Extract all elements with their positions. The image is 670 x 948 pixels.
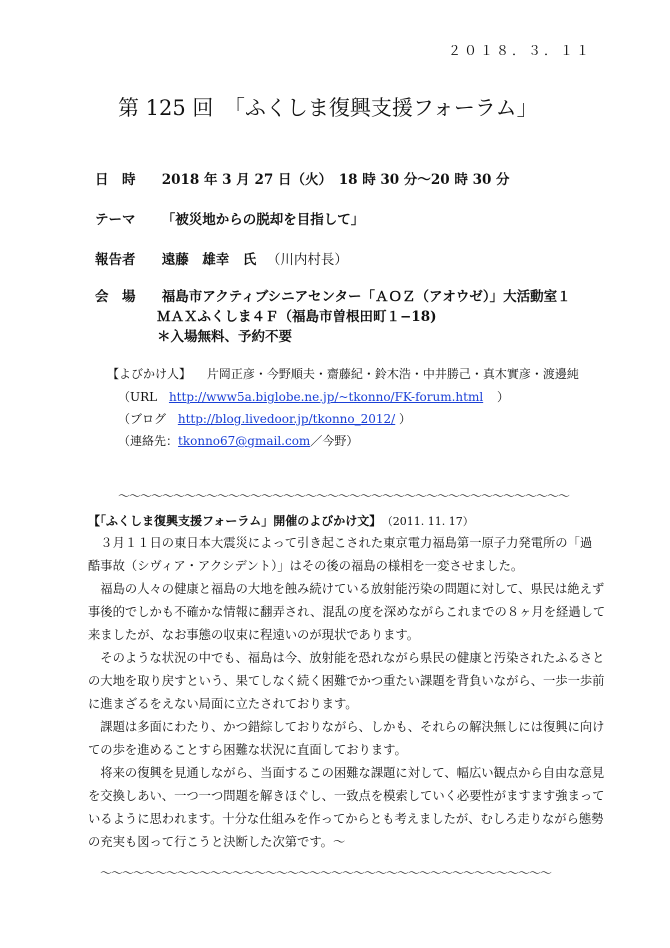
blog-link[interactable]: http://blog.livedoor.jp/tkonno_2012/ [177, 412, 396, 426]
appeal-line: 来ましたが、なお事態の収束に程遠いのが現状であります。 [88, 628, 420, 642]
appeal-line: いるように思われます。十分な仕組みを作ってからとも考えましたが、むしろ走りながら態勢 [88, 812, 604, 826]
venue-label: 会 場 [95, 289, 136, 305]
callers-row [107, 365, 579, 382]
document-date: ２０１８．３．１１ [447, 44, 592, 59]
appeal-line: 事後的でしかも不確かな情報に翻弄され、混乱の度を深めながらこれまでの８ヶ月を経過して [88, 605, 606, 619]
speaker-affiliation: （川内村長） [266, 252, 348, 268]
venue-line-2: ＭＡＸふくしま４Ｆ（福島市曽根田町１−18) [157, 309, 437, 325]
appeal-heading-text: 【「ふくしま復興支援フォーラム」開催のよびかけ文】 [88, 514, 382, 528]
datetime-value: 2018 年 3 月 27 日（火） 18 時 30 分～20 時 30 分 [161, 172, 510, 188]
theme-value: 「被災地からの脱却を目指して」 [161, 212, 365, 228]
wave-divider-top: ～～～～～～～～～～～～～～～～～～～～～～～～～～～～～～～～～～～～～～～～～ [118, 489, 570, 503]
forum-url-link[interactable]: http://www5a.biglobe.ne.jp/~tkonno/FK-forum.html [168, 390, 484, 404]
appeal-line: そのような状況の中でも、福島は今、放射能を恐れながら県民の健康と汚染されたふるさと [88, 651, 605, 665]
speaker-label: 報告者 [95, 252, 136, 268]
appeal-heading-date: （2011. 11. 17） [387, 515, 474, 528]
speaker-name: 遠藤 雄幸 氏 [161, 252, 257, 268]
appeal-line: 将来の復興を見通しながら、当面するこの困難な課題に対して、幅広い観点から自由な意見 [88, 766, 605, 780]
venue-line-1: 福島市アクティブシニアセンター「ＡＯＺ（アオウゼ）」大活動室１ [161, 289, 571, 305]
appeal-heading [88, 512, 474, 529]
page-title: 第 125 回 「ふくしま復興支援フォーラム」 [118, 96, 538, 120]
datetime-label: 日 時 [95, 172, 136, 188]
contact-row [118, 432, 358, 449]
appeal-line: を交換しあい、一つ一つ問題を解きほぐし、一致点を模索していく必要性がますます強まって [88, 789, 605, 803]
blog-prefix: （ブログ [118, 412, 167, 426]
theme-row [95, 208, 364, 228]
callers-label: 【よびかけ人】 [107, 367, 192, 381]
blog-row [118, 410, 411, 427]
blog-suffix: ） [399, 412, 412, 426]
url-prefix: （URL [118, 390, 158, 404]
appeal-line: ３月１１日の東日本大震災によって引き起こされた東京電力福島第一原子力発電所の「過 [88, 536, 593, 550]
appeal-body [88, 532, 606, 854]
wave-divider-bottom: ～～～～～～～～～～～～～～～～～～～～～～～～～～～～～～～～～～～～～～～～～ [100, 866, 552, 880]
datetime-row [95, 168, 510, 188]
contact-prefix: （連絡先： [118, 434, 179, 448]
url-row [118, 388, 509, 405]
speaker-row [95, 248, 348, 268]
callers-names: 片岡正彦・今野順夫・齋藤紀・鈴木浩・中井勝己・真木實彦・渡邊純 [206, 367, 579, 381]
appeal-line: の大地を取り戻すという、果てしなく続く困難でかつ重たい課題を背負いながら、一歩一歩前 [88, 674, 605, 688]
appeal-line: ての歩を進めることすら困難な状況に直面しております。 [88, 743, 407, 757]
appeal-line: の充実も図って行こうと決断した次第です。～ [88, 835, 346, 849]
appeal-line: 課題は多面にわたり、かつ錯綜しておりながら、しかも、それらの解決無しには復興に向け [88, 720, 605, 734]
venue-row [95, 285, 571, 305]
appeal-line: 福島の人々の健康と福島の大地を蝕み続けている放射能汚染の問題に対して、県民は絶えず [88, 582, 605, 596]
appeal-line: に進まざるをえない局面に立たされております。 [88, 697, 358, 711]
email-link[interactable]: tkonno67@gmail.com [178, 434, 311, 448]
url-suffix: ） [497, 390, 510, 404]
contact-suffix: ／今野） [310, 434, 359, 448]
appeal-line: 酷事故（シヴィア・アクシデント）」はその後の福島の様相を一変させました。 [88, 559, 524, 573]
venue-line-3: ＊入場無料、予約不要 [157, 329, 292, 345]
theme-label: テーマ [95, 212, 136, 228]
